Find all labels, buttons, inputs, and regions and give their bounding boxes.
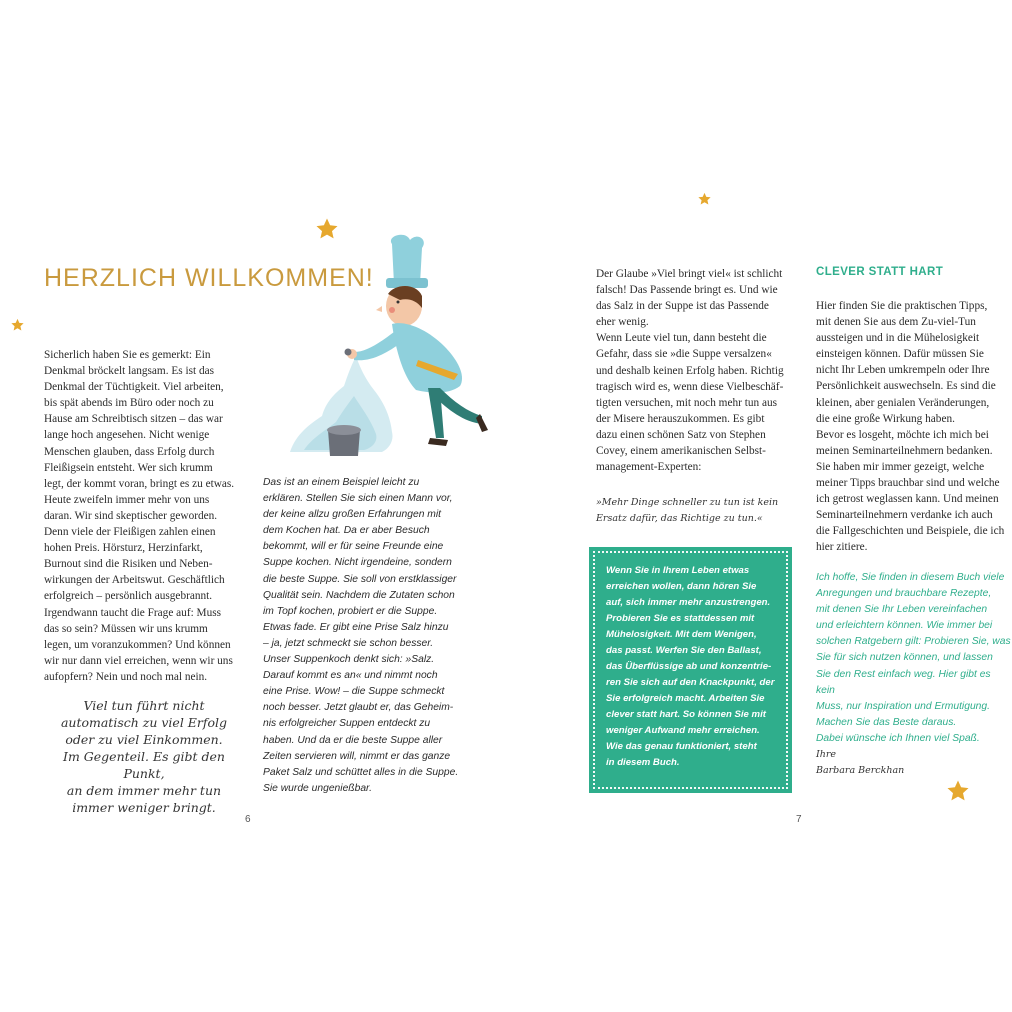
text-line: Das ist an einem Beispiel leicht zu: [263, 477, 420, 488]
text-line: Wie das genau funktioniert, steht: [606, 741, 757, 752]
text-line: tragisch wird es, wenn diese Vielbeschäf-: [596, 380, 784, 393]
text-line: der keine allzu großen Erfahrungen mit: [263, 509, 442, 521]
text-line: das Salz in der Suppe ist das Passende: [596, 300, 769, 313]
example-text: [263, 475, 463, 797]
text-line: Wenn Leute viel tun, dann besteht die: [596, 332, 767, 345]
text-line: Persönlichkeit auswechseln. Es sind die: [816, 380, 996, 393]
text-line: eine Prise. Wow! – die Suppe schmeckt: [263, 686, 445, 698]
handwritten-quote: [44, 697, 244, 816]
text-line: und deshalb keinen Erfolg haben. Richtig: [596, 364, 784, 377]
text-line: Anregungen und brauchbare Rezepte,: [816, 588, 992, 600]
text-line: legen, um voranzukommen? Und können: [44, 638, 231, 651]
covey-quote: [596, 495, 786, 527]
chef-illustration: [282, 234, 494, 456]
text-line: eher wenig.: [596, 316, 649, 329]
text-line: bis spät abends im Büro oder noch zu: [44, 397, 214, 410]
text-line: und erleichtern können. Wie immer bei: [816, 620, 993, 632]
text-line: haben. Und da er die beste Suppe aller: [263, 734, 443, 746]
text-line: hohen Preis. Hörsturz, Herzinfarkt,: [44, 542, 203, 555]
quote-line: an dem immer mehr tun: [66, 783, 222, 798]
text-line: Denn viele der Fleißigen zahlen einen: [44, 526, 216, 539]
text-line: aufopfern? Nein und noch mal nein.: [44, 670, 208, 683]
quote-line: Im Gegenteil. Es gibt den Punkt,: [63, 749, 225, 781]
text-line: Ich hoffe, Sie finden in diesem Buch viele: [816, 572, 1005, 583]
text-line: einsteigen können. Dafür müssen Sie: [816, 348, 984, 361]
text-line: der Misere herauszukommen. Es gibt: [596, 412, 765, 425]
text-line: die eine große Wirkung haben.: [816, 412, 955, 425]
text-line: daran. Wir sind skeptischer geworden.: [44, 509, 218, 522]
text-line: Suppe kochen. Nicht irgendeine, sondern: [263, 557, 452, 569]
text-line: Sie für sich nutzen können, und lassen: [816, 652, 993, 664]
text-line: in diesem Buch.: [606, 757, 680, 768]
text-line: die Fallgeschichten und Beispiele, die ich: [816, 525, 1005, 538]
text-line: Irgendwann taucht die Frage auf: Muss: [44, 606, 222, 619]
text-line: Hause am Schreibtisch sitzen – das war: [44, 413, 223, 426]
quote-line: Ersatz dafür, das Richtige zu tun.«: [596, 513, 763, 524]
text-line: wirkungen der Arbeitswut. Geschäftlich: [44, 574, 225, 587]
highlight-box: [589, 547, 792, 793]
text-line: Fleißigsein entsteht. Wer sich krumm: [44, 461, 213, 474]
text-line: noch besser. Jetzt glaubt er, das Geheim-: [263, 702, 454, 714]
text-line: Denkmal der Tüchtigkeit. Viel arbeiten,: [44, 381, 224, 394]
text-line: hier zitiere.: [816, 541, 868, 554]
text-line: Der Glaube »Viel bringt viel« ist schlicht: [596, 268, 783, 280]
intro-text: [44, 347, 244, 685]
text-line: dem Kochen hat. Da er aber Besuch: [263, 525, 430, 537]
text-line: Qualität sein. Nachdem die Zutaten schon: [263, 589, 455, 601]
text-line: Denkmal bröckelt langsam. Es ist das: [44, 365, 215, 378]
text-line: Mühelosigkeit. Mit dem Wenigen,: [606, 629, 757, 640]
quote-line: immer weniger bringt.: [72, 800, 216, 815]
text-line: Sicherlich haben Sie es gemerkt: Ein: [44, 349, 211, 361]
text-line: clever statt hart. So können Sie mit: [606, 709, 766, 720]
text-line: meinen Seminarteilnehmern bedanken.: [816, 444, 993, 457]
text-line: auf, sich immer mehr anzustrengen.: [606, 597, 771, 608]
page-number: 7: [796, 814, 802, 825]
closing-text: [816, 570, 1011, 747]
signature-line: Barbara Berckhan: [816, 765, 905, 776]
text-line: Wenn Sie in Ihrem Leben etwas: [606, 565, 750, 576]
text-line: – ja, jetzt schmeckt sie schon besser.: [263, 637, 434, 649]
star-icon: [10, 318, 25, 332]
text-line: meiner Tipps brauchbar sind und welche: [816, 477, 1000, 490]
text-line: nicht Ihr Leben umkrempeln oder Ihre: [816, 364, 990, 377]
quote-line: oder zu viel Einkommen.: [65, 732, 223, 747]
text-line: erreichen wollen, dann hören Sie: [606, 581, 757, 592]
star-icon: [697, 192, 712, 206]
text-line: wir nur dann viel erreichen, wenn wir uns: [44, 654, 233, 667]
quote-line: Viel tun führt nicht: [83, 698, 205, 713]
quote-line: »Mehr Dinge schneller zu tun ist kein: [596, 497, 779, 508]
text-line: Probieren Sie es stattdessen mit: [606, 613, 755, 624]
text-line: Paket Salz und schüttet alles in die Suppe.: [263, 766, 459, 778]
text-line: erklären. Stellen Sie sich einen Mann vor,: [263, 493, 453, 505]
quote-line: automatisch zu viel Erfolg: [60, 715, 228, 730]
text-line: Darauf kommt es an« und nimmt noch: [263, 670, 438, 682]
text-line: bekommt, will er für seine Freunde eine: [263, 541, 444, 553]
text-line: mit denen Sie aus dem Zu-viel-Tun: [816, 316, 976, 329]
text-line: erfolgreich – persönlich ausgebrannt.: [44, 590, 213, 603]
text-line: ren Sie sich auf den Knackpunkt, der: [606, 677, 775, 688]
text-line: Hier finden Sie die praktischen Tipps,: [816, 300, 988, 312]
text-line: nis erfolgreicher Suppen entdeckt zu: [263, 718, 431, 730]
text-line: solchen Ratgebern gilt: Probieren Sie, was: [816, 636, 1011, 648]
text-line: Sie den Rest einfach weg. Hier gibt es kein: [816, 668, 991, 696]
text-line: Etwas fade. Er gibt eine Prise Salz hinzu: [263, 621, 449, 633]
text-line: aussteigen und in die Mühelosigkeit: [816, 332, 980, 345]
highlight-text: [606, 563, 778, 771]
text-line: kleinen, aber genialen Veränderungen,: [816, 396, 990, 409]
text-line: das so sein? Müssen wir uns krumm: [44, 622, 208, 635]
page-number: 6: [245, 814, 251, 825]
signature: [816, 747, 976, 779]
text-line: lange hoch angesehen. Nicht wenige: [44, 429, 210, 442]
text-line: Covey, einem amerikanischen Selbst-: [596, 445, 766, 458]
text-line: Sie erfolgreich macht. Arbeiten Sie: [606, 693, 765, 704]
star-icon: [945, 779, 971, 803]
signature-line: Ihre: [816, 749, 837, 760]
text-line: Heute zweifeln immer mehr von uns: [44, 493, 210, 506]
text-line: legt, der kommt voran, bringt es zu etwas.: [44, 477, 235, 490]
text-line: Burnout sind die Risiken und Neben-: [44, 558, 213, 571]
text-line: im Topf kochen, probiert er die Suppe.: [263, 605, 438, 617]
text-line: Seminarteilnehmern verdanke ich auch: [816, 509, 993, 522]
text-line: Muss, nur Inspiration und Ermutigung.: [816, 700, 990, 712]
text-line: das passt. Werfen Sie den Ballast,: [606, 645, 762, 656]
text-line: falsch! Das Passende bringt es. Und wie: [596, 284, 778, 297]
text-line: das Überflüssige ab und konzentrie-: [606, 661, 772, 672]
text-line: Sie wurde ungenießbar.: [263, 782, 372, 794]
section-text: [816, 298, 1011, 556]
text-line: dazu einen schönen Satz von Stephen: [596, 428, 766, 441]
text-line: mit denen Sie Ihr Leben vereinfachen: [816, 604, 988, 616]
section-heading: CLEVER STATT HART: [816, 266, 944, 278]
text-line: Machen Sie das Beste daraus.: [816, 716, 957, 728]
text-line: Zeiten servieren will, nimmt er das ganze: [263, 750, 451, 762]
text-line: ich getrost weglassen kann. Und meinen: [816, 493, 999, 506]
text-line: Unser Suppenkoch denkt sich: »Salz.: [263, 654, 435, 666]
text-line: Sie haben mir immer gezeigt, welche: [816, 460, 985, 473]
right-column-text: [596, 266, 786, 475]
text-line: Gefahr, dass sie »die Suppe versalzen«: [596, 348, 772, 361]
text-line: management-Experten:: [596, 461, 702, 474]
page-title: HERZLICH WILLKOMMEN!: [44, 264, 374, 292]
text-line: tigten versuchen, mit noch mehr tun aus: [596, 396, 778, 409]
text-line: Bevor es losgeht, möchte ich mich bei: [816, 428, 989, 441]
text-line: weniger Aufwand mehr erreichen.: [606, 725, 760, 736]
text-line: Menschen glauben, dass Erfolg durch: [44, 445, 215, 458]
text-line: die beste Suppe. Sie soll von erstklassiger: [263, 573, 457, 585]
text-line: Dabei wünsche ich Ihnen viel Spaß.: [816, 732, 980, 744]
